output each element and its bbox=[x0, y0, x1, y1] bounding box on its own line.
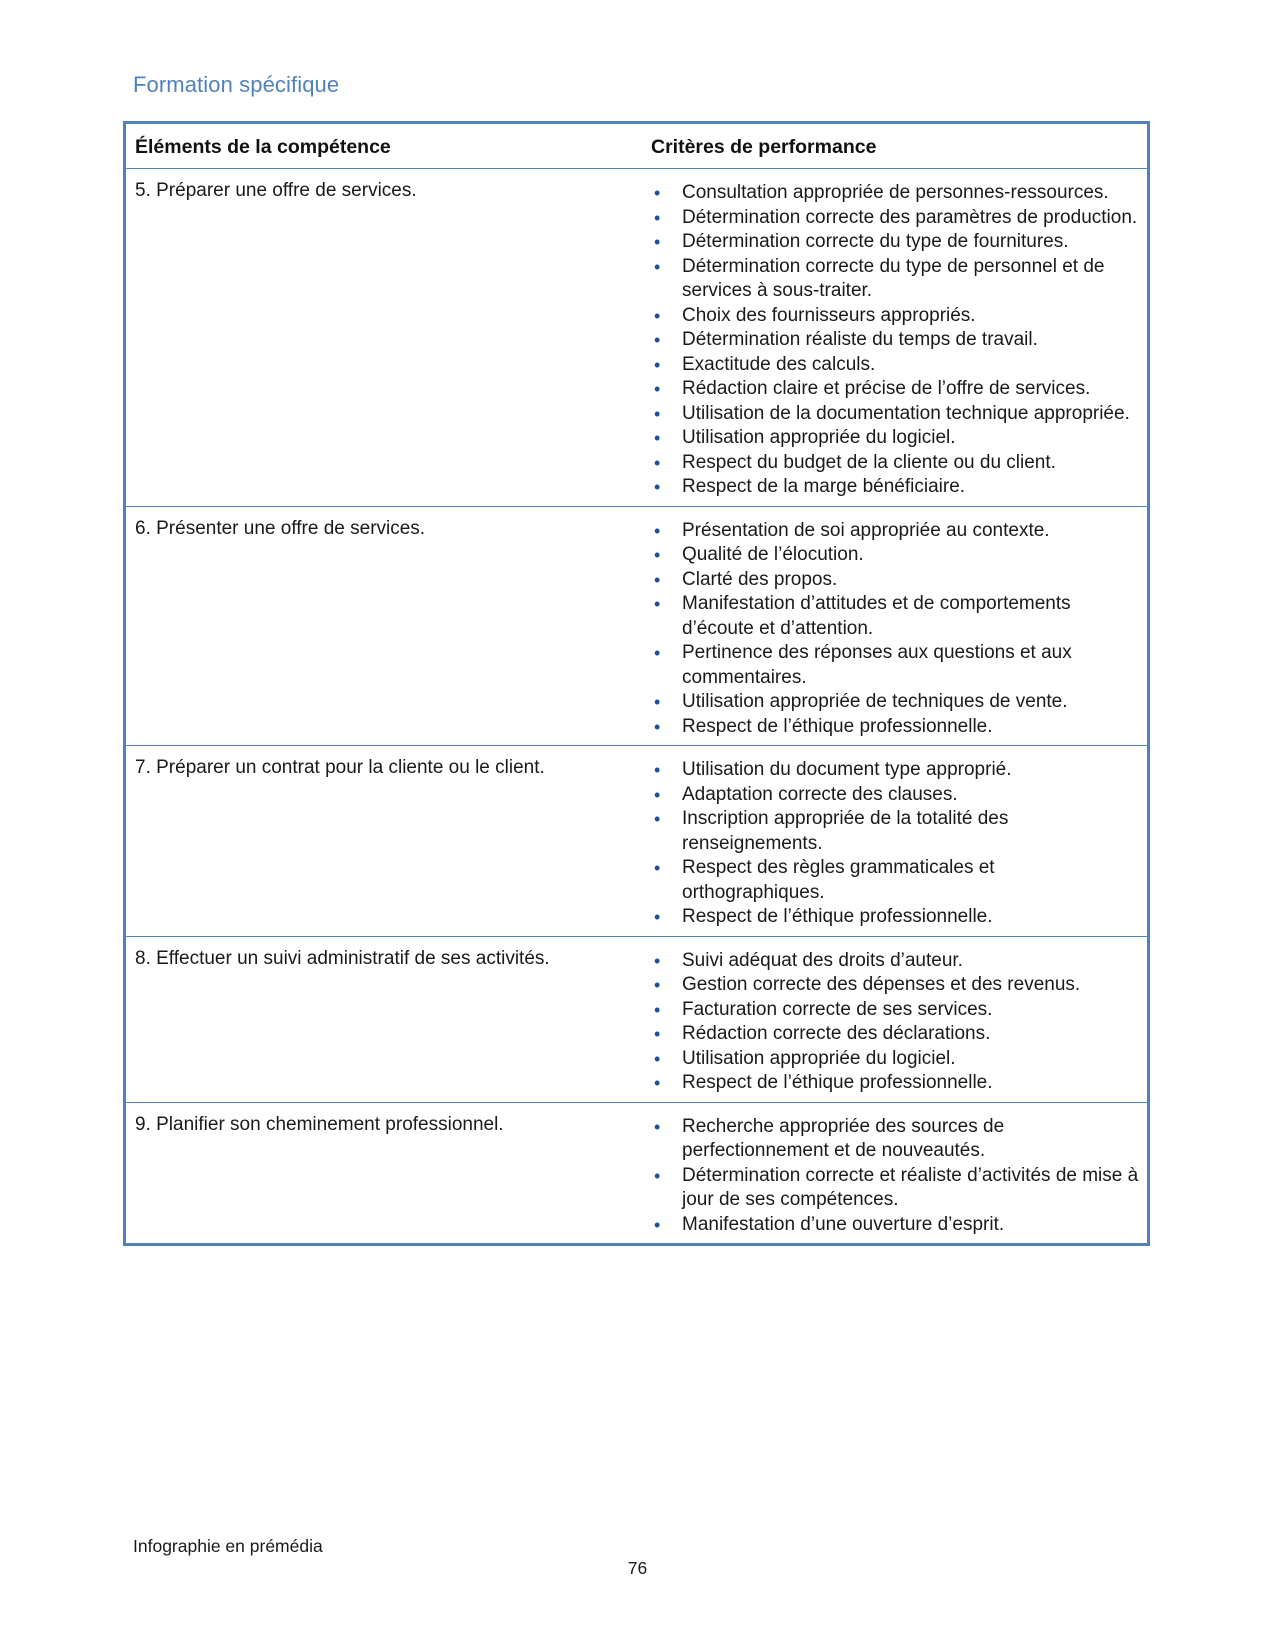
criteria-cell bbox=[641, 506, 1149, 746]
list-item bbox=[650, 1164, 1139, 1213]
list-item bbox=[650, 475, 1139, 500]
table-header-row bbox=[125, 123, 1149, 169]
criterion-text: Respect de l’éthique professionnelle. bbox=[682, 906, 993, 927]
bullet-icon: • bbox=[654, 1214, 661, 1235]
bullet-icon: • bbox=[654, 428, 661, 448]
list-item bbox=[650, 377, 1139, 402]
bullet-icon: • bbox=[654, 950, 661, 971]
criterion-text: Adaptation correcte des clauses. bbox=[682, 783, 958, 805]
criterion-text: Respect du budget de la cliente ou du client. bbox=[682, 451, 1056, 473]
bullet-icon: • bbox=[654, 452, 661, 473]
bullet-icon: • bbox=[654, 643, 661, 663]
element-cell bbox=[125, 506, 642, 746]
table-row bbox=[125, 169, 1149, 507]
table-row bbox=[125, 746, 1149, 937]
bullet-icon: • bbox=[654, 1165, 661, 1186]
list-item bbox=[650, 690, 1139, 715]
bullet-icon: • bbox=[654, 692, 661, 712]
bullet-icon: • bbox=[654, 760, 661, 780]
list-item bbox=[650, 1115, 1139, 1164]
list-item bbox=[650, 783, 1139, 808]
element-text: 7. Préparer un contrat pour la cliente ou le client. bbox=[135, 757, 545, 778]
header-criteria: Critères de performance bbox=[641, 123, 1149, 169]
criterion-text: Respect de l’éthique professionnelle. bbox=[682, 715, 993, 737]
criterion-text: Gestion correcte des dépenses et des revenus. bbox=[682, 974, 1081, 995]
bullet-icon: • bbox=[654, 809, 661, 829]
element-cell bbox=[125, 746, 642, 937]
list-item bbox=[650, 715, 1139, 740]
list-item bbox=[650, 568, 1139, 593]
competence-table bbox=[123, 121, 1150, 1246]
bullet-icon: • bbox=[654, 354, 661, 375]
list-item bbox=[650, 304, 1139, 329]
list-item bbox=[650, 181, 1139, 206]
bullet-icon: • bbox=[654, 1048, 661, 1069]
criterion-text: Manifestation d’une ouverture d’esprit. bbox=[682, 1213, 1005, 1235]
criteria-list bbox=[650, 515, 1139, 740]
bullet-icon: • bbox=[654, 183, 661, 203]
criterion-text: Exactitude des calculs. bbox=[682, 353, 876, 375]
list-item bbox=[650, 451, 1139, 476]
bullet-icon: • bbox=[654, 1024, 661, 1044]
criterion-text: Consultation appropriée de personnes-ressources. bbox=[682, 182, 1109, 203]
list-item bbox=[650, 807, 1139, 856]
bullet-icon: • bbox=[654, 256, 661, 277]
table-row bbox=[125, 936, 1149, 1102]
bullet-icon: • bbox=[654, 716, 661, 737]
criterion-text: Utilisation appropriée du logiciel. bbox=[682, 1047, 956, 1069]
list-item bbox=[650, 856, 1139, 905]
criterion-text: Détermination réaliste du temps de travail. bbox=[682, 329, 1038, 350]
element-text: 8. Effectuer un suivi administratif de ses activités. bbox=[135, 947, 550, 969]
list-item bbox=[650, 949, 1139, 974]
criterion-text: Manifestation d’attitudes et de comportements d’écoute et d’attention. bbox=[682, 593, 1071, 639]
criterion-text: Détermination correcte et réaliste d’activités de mise à jour de ses compétences. bbox=[682, 1164, 1139, 1210]
table-row bbox=[125, 1102, 1149, 1245]
list-item bbox=[650, 1071, 1139, 1096]
criteria-cell bbox=[641, 1102, 1149, 1245]
bullet-icon: • bbox=[654, 403, 661, 424]
header-elements: Éléments de la compétence bbox=[125, 123, 642, 169]
criterion-text: Facturation correcte de ses services. bbox=[682, 998, 993, 1020]
list-item bbox=[650, 973, 1139, 998]
criterion-text: Présentation de soi appropriée au contexte. bbox=[682, 519, 1050, 541]
list-item bbox=[650, 426, 1139, 451]
element-cell bbox=[125, 169, 642, 507]
criteria-cell bbox=[641, 936, 1149, 1102]
list-item bbox=[650, 255, 1139, 304]
list-item bbox=[650, 1022, 1139, 1047]
list-item bbox=[650, 758, 1139, 783]
criteria-cell bbox=[641, 169, 1149, 507]
bullet-icon: • bbox=[654, 477, 661, 497]
bullet-icon: • bbox=[654, 330, 661, 350]
criteria-list bbox=[650, 754, 1139, 930]
criterion-text: Respect des règles grammaticales et orthographiques. bbox=[682, 857, 995, 903]
list-item bbox=[650, 206, 1139, 231]
criterion-text: Détermination correcte du type de fournitures. bbox=[682, 231, 1069, 252]
criteria-list bbox=[650, 177, 1139, 500]
criterion-text: Recherche appropriée des sources de perfectionnement et de nouveautés. bbox=[682, 1115, 1005, 1161]
criteria-list bbox=[650, 1111, 1139, 1238]
bullet-icon: • bbox=[654, 1116, 661, 1137]
list-item bbox=[650, 353, 1139, 378]
list-item bbox=[650, 543, 1139, 568]
table-body bbox=[125, 169, 1149, 1245]
element-text: 6. Présenter une offre de services. bbox=[135, 517, 426, 539]
bullet-icon: • bbox=[654, 379, 661, 399]
criterion-text: Qualité de l’élocution. bbox=[682, 544, 864, 565]
bullet-icon: • bbox=[654, 520, 661, 541]
element-cell bbox=[125, 1102, 642, 1245]
element-text: 5. Préparer une offre de services. bbox=[135, 180, 417, 201]
criterion-text: Détermination correcte des paramètres de production. bbox=[682, 206, 1138, 228]
bullet-icon: • bbox=[654, 784, 661, 805]
element-cell bbox=[125, 936, 642, 1102]
list-item bbox=[650, 230, 1139, 255]
bullet-icon: • bbox=[654, 545, 661, 565]
criterion-text: Utilisation appropriée de techniques de vente. bbox=[682, 691, 1068, 712]
criterion-text: Utilisation de la documentation technique appropriée. bbox=[682, 402, 1130, 424]
list-item bbox=[650, 1213, 1139, 1238]
list-item bbox=[650, 641, 1139, 690]
criterion-text: Pertinence des réponses aux questions et aux commentaires. bbox=[682, 642, 1072, 688]
criterion-text: Choix des fournisseurs appropriés. bbox=[682, 304, 976, 326]
list-item bbox=[650, 519, 1139, 544]
bullet-icon: • bbox=[654, 305, 661, 326]
bullet-icon: • bbox=[654, 1073, 661, 1093]
criterion-text: Respect de la marge bénéficiaire. bbox=[682, 476, 966, 497]
footer-document-title: Infographie en prémédia bbox=[133, 1536, 323, 1556]
list-item bbox=[650, 328, 1139, 353]
criterion-text: Utilisation du document type approprié. bbox=[682, 759, 1012, 780]
criterion-text: Rédaction claire et précise de l’offre de services. bbox=[682, 378, 1091, 399]
criteria-cell bbox=[641, 746, 1149, 937]
bullet-icon: • bbox=[654, 907, 661, 927]
element-text: 9. Planifier son cheminement professionnel. bbox=[135, 1113, 504, 1135]
bullet-icon: • bbox=[654, 594, 661, 614]
bullet-icon: • bbox=[654, 858, 661, 878]
criterion-text: Clarté des propos. bbox=[682, 568, 838, 590]
list-item bbox=[650, 998, 1139, 1023]
bullet-icon: • bbox=[654, 975, 661, 995]
list-item bbox=[650, 592, 1139, 641]
section-title: Formation spécifique bbox=[133, 72, 340, 97]
list-item bbox=[650, 1047, 1139, 1072]
list-item bbox=[650, 905, 1139, 930]
page-number: 76 bbox=[627, 1558, 648, 1578]
criteria-list bbox=[650, 945, 1139, 1096]
criterion-text: Inscription appropriée de la totalité des renseignements. bbox=[682, 808, 1009, 854]
criterion-text: Détermination correcte du type de personnel et de services à sous-traiter. bbox=[682, 255, 1105, 301]
bullet-icon: • bbox=[654, 232, 661, 252]
bullet-icon: • bbox=[654, 207, 661, 228]
criterion-text: Rédaction correcte des déclarations. bbox=[682, 1023, 991, 1044]
bullet-icon: • bbox=[654, 569, 661, 590]
list-item bbox=[650, 402, 1139, 427]
criterion-text: Respect de l’éthique professionnelle. bbox=[682, 1072, 993, 1093]
criterion-text: Utilisation appropriée du logiciel. bbox=[682, 427, 956, 448]
table-row bbox=[125, 506, 1149, 746]
criterion-text: Suivi adéquat des droits d’auteur. bbox=[682, 949, 963, 971]
bullet-icon: • bbox=[654, 999, 661, 1020]
